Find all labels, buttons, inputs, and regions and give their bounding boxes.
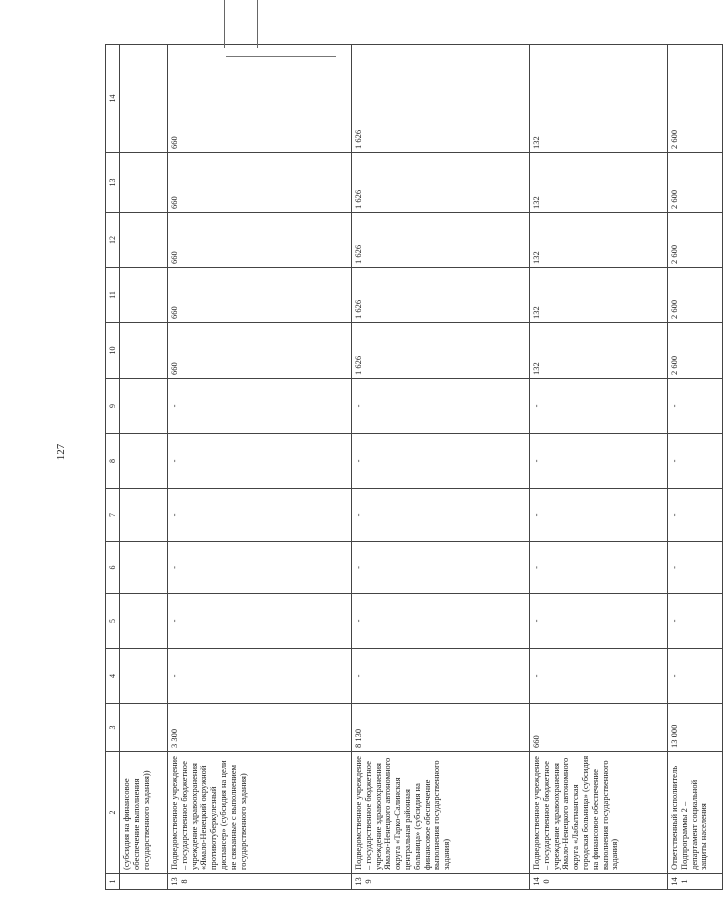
value-cell: - xyxy=(352,649,530,704)
value-cell: 2 600 xyxy=(668,268,723,323)
row-name: Подведомственное учреждение – государственное бюджетное учреждение здравоохранения Ямало-Ненецкого автономного округа «Лабытнангская городская больница» (субсидия на финансовое обеспечение выполнения государственного задания) xyxy=(530,752,668,874)
value-cell: 660 xyxy=(168,323,352,379)
header-cell: 10 xyxy=(106,323,120,379)
value-cell: - xyxy=(352,594,530,649)
value-cell: 8 130 xyxy=(352,704,530,752)
header-cell: 4 xyxy=(106,649,120,704)
value-cell xyxy=(120,45,168,153)
value-cell: - xyxy=(530,379,668,434)
row-name: Ответственный исполнитель Подпрограммы 2 – департамент социальной защиты населения xyxy=(668,752,723,874)
value-cell: - xyxy=(168,379,352,434)
row-name: (субсидия на финансовое обеспечение выполнения государственного задания)) xyxy=(120,752,168,874)
value-cell: 1 626 xyxy=(352,45,530,153)
value-cell xyxy=(120,434,168,489)
value-cell xyxy=(120,489,168,542)
table-row xyxy=(530,45,668,890)
value-cell xyxy=(120,649,168,704)
page-number: 127 xyxy=(55,443,67,461)
value-cell: - xyxy=(168,594,352,649)
value-cell: - xyxy=(668,434,723,489)
scan-artifact-line xyxy=(257,0,258,48)
value-cell: - xyxy=(530,594,668,649)
value-cell: - xyxy=(530,649,668,704)
value-cell: - xyxy=(668,379,723,434)
value-cell xyxy=(120,213,168,268)
header-cell: 2 xyxy=(106,752,120,874)
header-cell: 9 xyxy=(106,379,120,434)
value-cell: 13 000 xyxy=(668,704,723,752)
row-name: Подведомственное учреждение – государственное бюджетное учреждение здравоохранения «Ямало-Ненецкий окружной противотуберкулезный диспансер» (субсидия на цели не связанные с выполнением государственного задания) xyxy=(168,752,352,874)
value-cell: - xyxy=(352,489,530,542)
header-row xyxy=(106,45,120,890)
value-cell: 132 xyxy=(530,213,668,268)
value-cell: 3 300 xyxy=(168,704,352,752)
value-cell xyxy=(120,323,168,379)
value-cell: - xyxy=(530,542,668,594)
value-cell: 132 xyxy=(530,268,668,323)
value-cell: - xyxy=(168,434,352,489)
header-cell: 14 xyxy=(106,45,120,153)
value-cell: - xyxy=(668,594,723,649)
value-cell: 2 600 xyxy=(668,323,723,379)
scan-artifact-line xyxy=(226,56,336,57)
value-cell xyxy=(120,542,168,594)
value-cell: 660 xyxy=(168,213,352,268)
row-name: Подведомственное учреждение – государственное бюджетное учреждение здравоохранения Ямало-Ненецкого автономного округа «Тарко-Салинская центральная районная больница» (субсидия на финансовое обеспечение выполнения государственного задания) xyxy=(352,752,530,874)
header-cell: 7 xyxy=(106,489,120,542)
value-cell: - xyxy=(352,379,530,434)
rotated-table-container xyxy=(105,45,709,890)
header-cell: 13 xyxy=(106,153,120,213)
value-cell xyxy=(120,594,168,649)
header-cell: 1 xyxy=(106,874,120,890)
value-cell: 660 xyxy=(530,704,668,752)
value-cell: - xyxy=(168,649,352,704)
value-cell: 660 xyxy=(168,268,352,323)
value-cell: 660 xyxy=(168,45,352,153)
table-row xyxy=(668,45,723,890)
table-row xyxy=(352,45,530,890)
value-cell xyxy=(120,379,168,434)
value-cell: - xyxy=(352,434,530,489)
value-cell xyxy=(120,153,168,213)
value-cell: 132 xyxy=(530,323,668,379)
value-cell: - xyxy=(168,542,352,594)
value-cell xyxy=(120,704,168,752)
header-cell: 8 xyxy=(106,434,120,489)
value-cell xyxy=(120,268,168,323)
row-number: 139 xyxy=(352,874,530,890)
header-cell: 3 xyxy=(106,704,120,752)
row-number: 141 xyxy=(668,874,723,890)
value-cell: 1 626 xyxy=(352,213,530,268)
header-cell: 12 xyxy=(106,213,120,268)
value-cell: - xyxy=(530,434,668,489)
value-cell: 1 626 xyxy=(352,153,530,213)
row-number: 140 xyxy=(530,874,668,890)
value-cell: - xyxy=(668,489,723,542)
value-cell: - xyxy=(668,542,723,594)
value-cell: 1 626 xyxy=(352,268,530,323)
table-row xyxy=(120,45,168,890)
value-cell: - xyxy=(352,542,530,594)
value-cell: - xyxy=(530,489,668,542)
value-cell: 132 xyxy=(530,153,668,213)
value-cell: - xyxy=(668,649,723,704)
header-cell: 5 xyxy=(106,594,120,649)
row-number xyxy=(120,874,168,890)
value-cell: 660 xyxy=(168,153,352,213)
value-cell: - xyxy=(168,489,352,542)
value-cell: 2 600 xyxy=(668,45,723,153)
header-cell: 6 xyxy=(106,542,120,594)
value-cell: 2 600 xyxy=(668,153,723,213)
value-cell: 1 626 xyxy=(352,323,530,379)
scan-artifact-line xyxy=(224,0,225,48)
table-row xyxy=(168,45,352,890)
value-cell: 2 600 xyxy=(668,213,723,268)
header-cell: 11 xyxy=(106,268,120,323)
budget-table xyxy=(105,44,723,890)
row-number: 138 xyxy=(168,874,352,890)
value-cell: 132 xyxy=(530,45,668,153)
